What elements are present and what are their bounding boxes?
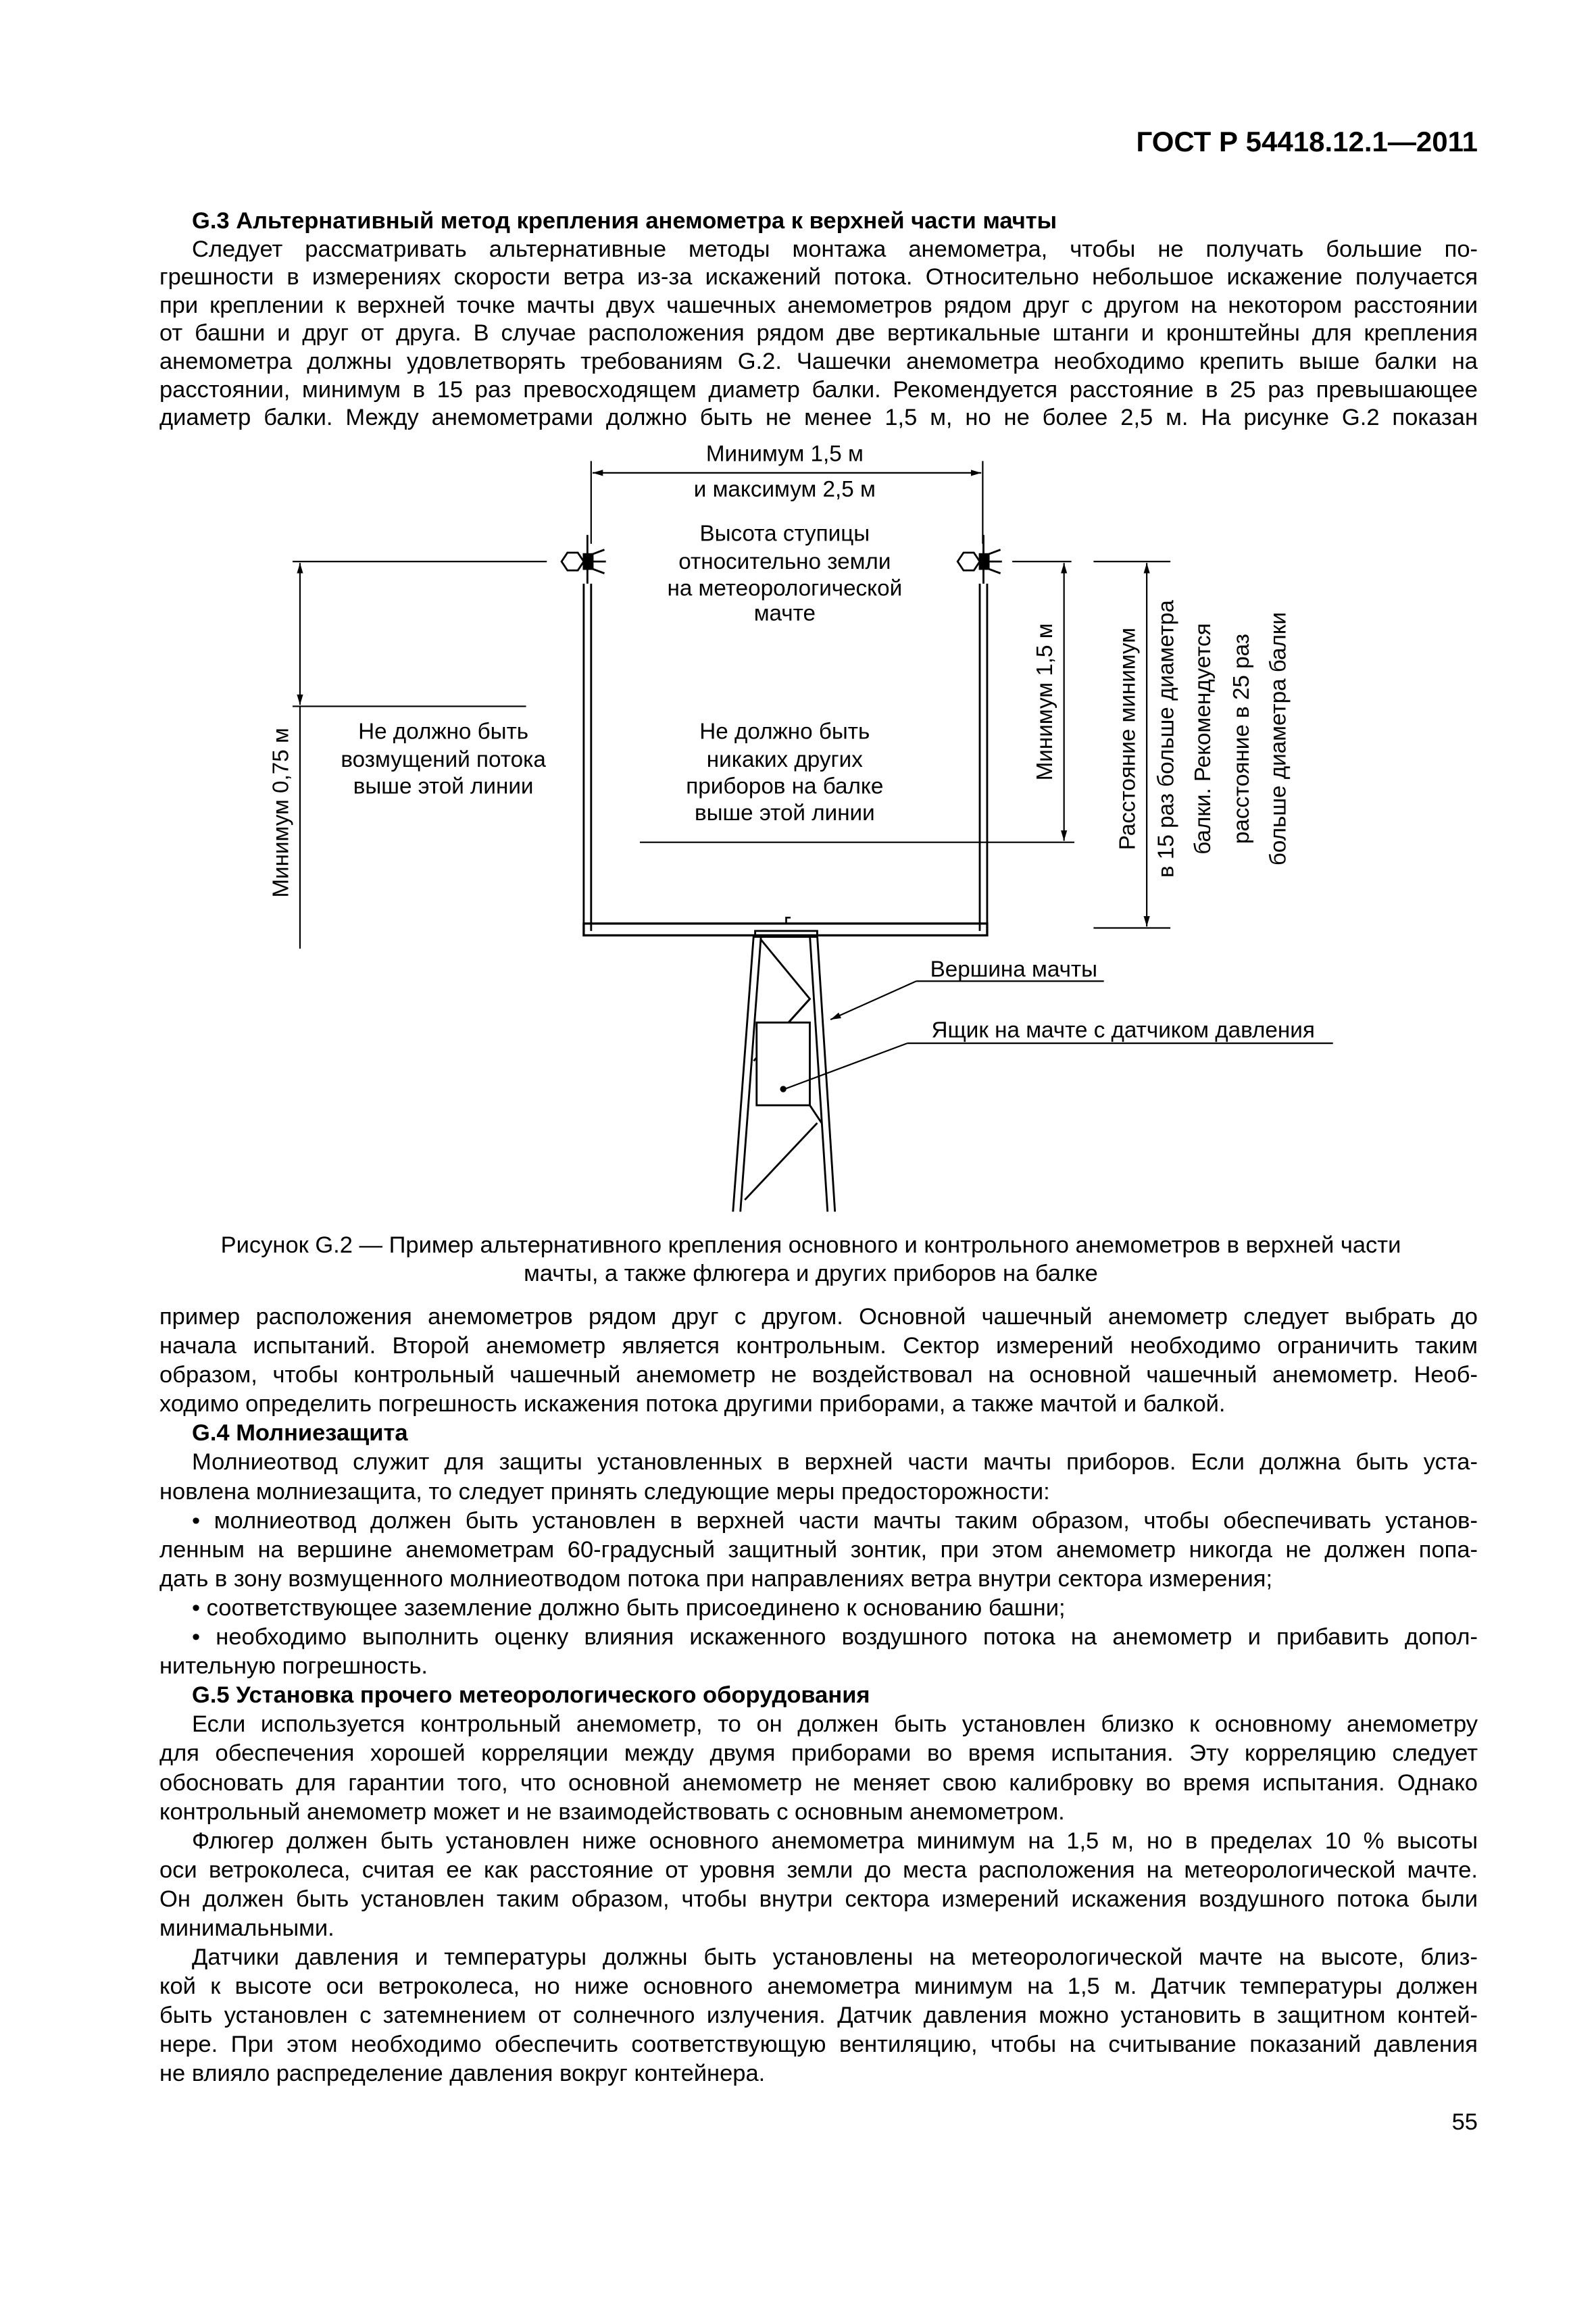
min-15-label: Минимум 1,5 м <box>1032 623 1058 781</box>
caption-line: мачты, а также флюгера и других приборов на балке <box>524 1261 1098 1286</box>
caption-line: Рисунок G.2 — Пример альтернативного крепления основного и контрольного анемометров в верхней части <box>220 1232 1401 1258</box>
text-line: минимальными. <box>159 1915 334 1941</box>
min-075-label: Минимум 0,75 м <box>268 728 294 898</box>
text-line: расстоянии, минимум в 15 раз превосходящем диаметр балки. Рекомендуется расстояние в 25 раз превышающее <box>159 376 1478 403</box>
hub-height-label: на метеорологической <box>667 576 903 601</box>
mid-note: Не должно быть <box>699 719 870 745</box>
text-line: кой к высоте оси ветроколеса, но ниже основного анемометра минимум на 1,5 м. Датчик температуры должен <box>159 1973 1478 2000</box>
left-note: выше этой линии <box>353 774 534 799</box>
page-number: 55 <box>1451 2109 1478 2135</box>
distance-note: расстояние в 25 раз <box>1229 634 1255 845</box>
text-line: от башни и друг от друга. В случае расположения рядом две вертикальные штанги и кронштейны для крепления <box>159 320 1478 347</box>
hub-height-label: относительно земли <box>678 549 891 575</box>
mid-note: выше этой линии <box>694 800 875 826</box>
text-line: дать в зону возмущенного молниеотводом потока при направлениях ветра внутри сектора измерения; <box>159 1565 1273 1592</box>
text-line: • необходимо выполнить оценку влияния искаженного воздушного потока на анемометр и прибавить допол- <box>192 1624 1478 1651</box>
right-anemometer-pole <box>980 535 987 931</box>
text-line: начала испытаний. Второй анемометр является контрольным. Сектор измерений необходимо ограничить таким <box>159 1333 1478 1359</box>
section-heading: G.5 Установка прочего метеорологического оборудования <box>192 1682 870 1709</box>
distance-note: балки. Рекомендуется <box>1191 623 1216 855</box>
text-line: Датчики давления и температуры должны быть установлены на метеорологической мачте на высоте, близ- <box>192 1944 1478 1971</box>
text-line: не влияло распределение давления вокруг контейнера. <box>159 2061 766 2087</box>
text-line: для обеспечения хорошей корреляции между двумя приборами во время испытания. Эту корреляцию следует <box>159 1740 1478 1767</box>
text-line: диаметр балки. Между анемометрами должно быть не менее 1,5 м, но не более 2,5 м. На рисунке G.2 показан <box>159 405 1478 431</box>
left-anemometer-icon <box>562 550 606 574</box>
text-line: Флюгер должен быть установлен ниже основного анемометра минимум на 1,5 м, но в пределах 10 % высоты <box>192 1828 1478 1854</box>
distance-note: больше диаметра балки <box>1266 611 1291 866</box>
text-line: грешности в измерениях скорости ветра из-за искажений потока. Относительно небольшое искажение получается <box>159 264 1478 291</box>
distance-note: Расстояние минимум <box>1115 627 1141 851</box>
pressure-box-label: Ящик на мачте с датчиком давления <box>931 1017 1315 1043</box>
left-note: возмущений потока <box>341 747 546 773</box>
text-line: нительную погрешность. <box>159 1653 428 1680</box>
distance-note: в 15 раз больше диаметра <box>1153 600 1179 878</box>
mast-icon <box>733 931 835 1212</box>
text-line: оси ветроколеса, считая ее как расстояние от уровня земли до места расположения на метеорологической мачте. <box>159 1857 1478 1883</box>
text-line: при креплении к верхней точке мачты двух чашечных анемометров рядом друг с другом на некотором расстоянии <box>159 292 1478 318</box>
text-line: ходимо определить погрешность искажения потока другими приборами, а также мачтой и балкой. <box>159 1391 1226 1417</box>
mid-note: никаких других <box>706 747 863 773</box>
sections-g4-g5 <box>159 1303 1478 2089</box>
text-line: новлена молниезащита, то следует принять следующие меры предосторожности: <box>159 1478 1050 1505</box>
mast-top-label: Вершина мачты <box>930 957 1098 982</box>
text-line: образом, чтобы контрольный чашечный анемометр не воздействовал на основной чашечный анемометр. Необ- <box>159 1362 1478 1388</box>
text-line: • соответствующее заземление должно быть присоединено к основанию башни; <box>192 1594 1066 1621</box>
text-line: Следует рассматривать альтернативные методы монтажа анемометра, чтобы не получать большие по- <box>192 236 1478 262</box>
section-heading: G.4 Молниезащита <box>192 1420 408 1447</box>
text-line: ленным на вершине анемометрам 60-градусный защитный зонтик, при этом анемометр никогда не должен попа- <box>159 1536 1478 1563</box>
document-header: ГОСТ Р 54418.12.1—2011 <box>1136 126 1478 157</box>
section-heading: G.3 Альтернативный метод крепления анемометра к верхней части мачты <box>192 208 1057 234</box>
text-line: быть установлен с затемнением от солнечного излучения. Датчик давления можно установить в защитном контей- <box>159 2003 1478 2029</box>
left-anemometer-pole <box>584 535 591 931</box>
span-top-label: Минимум 1,5 м <box>705 441 864 467</box>
hub-height-label: мачте <box>753 601 816 626</box>
mid-note: приборов на балке <box>686 774 884 799</box>
text-line: Если используется контрольный анемометр, то он должен быть установлен близко к основному анемометру <box>192 1711 1478 1738</box>
text-line: контрольный анемометр может и не взаимодействовать с основным анемометром. <box>159 1799 1065 1825</box>
text-line: обосновать для гарантии того, что основной анемометр не меняет свою калибровку во время испытания. Однако <box>159 1769 1478 1796</box>
hub-height-label: Высота ступицы <box>699 521 870 547</box>
left-note: Не должно быть <box>358 719 529 745</box>
text-line: • молниеотвод должен быть установлен в верхней части мачты таким образом, чтобы обеспечивать установ- <box>192 1507 1478 1534</box>
text-line: анемометра должны удовлетворять требованиям G.2. Чашечки анемометра необходимо крепить выше балки на <box>159 348 1478 374</box>
text-line: пример расположения анемометров рядом друг с другом. Основной чашечный анемометр следует выбрать до <box>159 1304 1478 1330</box>
span-bottom-label: и максимум 2,5 м <box>693 476 876 502</box>
crossbeam <box>584 924 987 935</box>
mast-top-leader <box>830 981 916 1020</box>
text-line: Он должен быть установлен таким образом, чтобы внутри сектора измерений искажения воздушного потока были <box>159 1886 1478 1912</box>
right-anemometer-icon <box>957 550 1002 574</box>
text-line: Молниеотвод служит для защиты установленных в верхней части мачты приборов. Если должна быть уста- <box>192 1449 1478 1476</box>
text-line: нере. При этом необходимо обеспечить соответствующую вентиляцию, чтобы на считывание показаний давления <box>159 2032 1478 2058</box>
figure-caption <box>135 1231 1487 1288</box>
